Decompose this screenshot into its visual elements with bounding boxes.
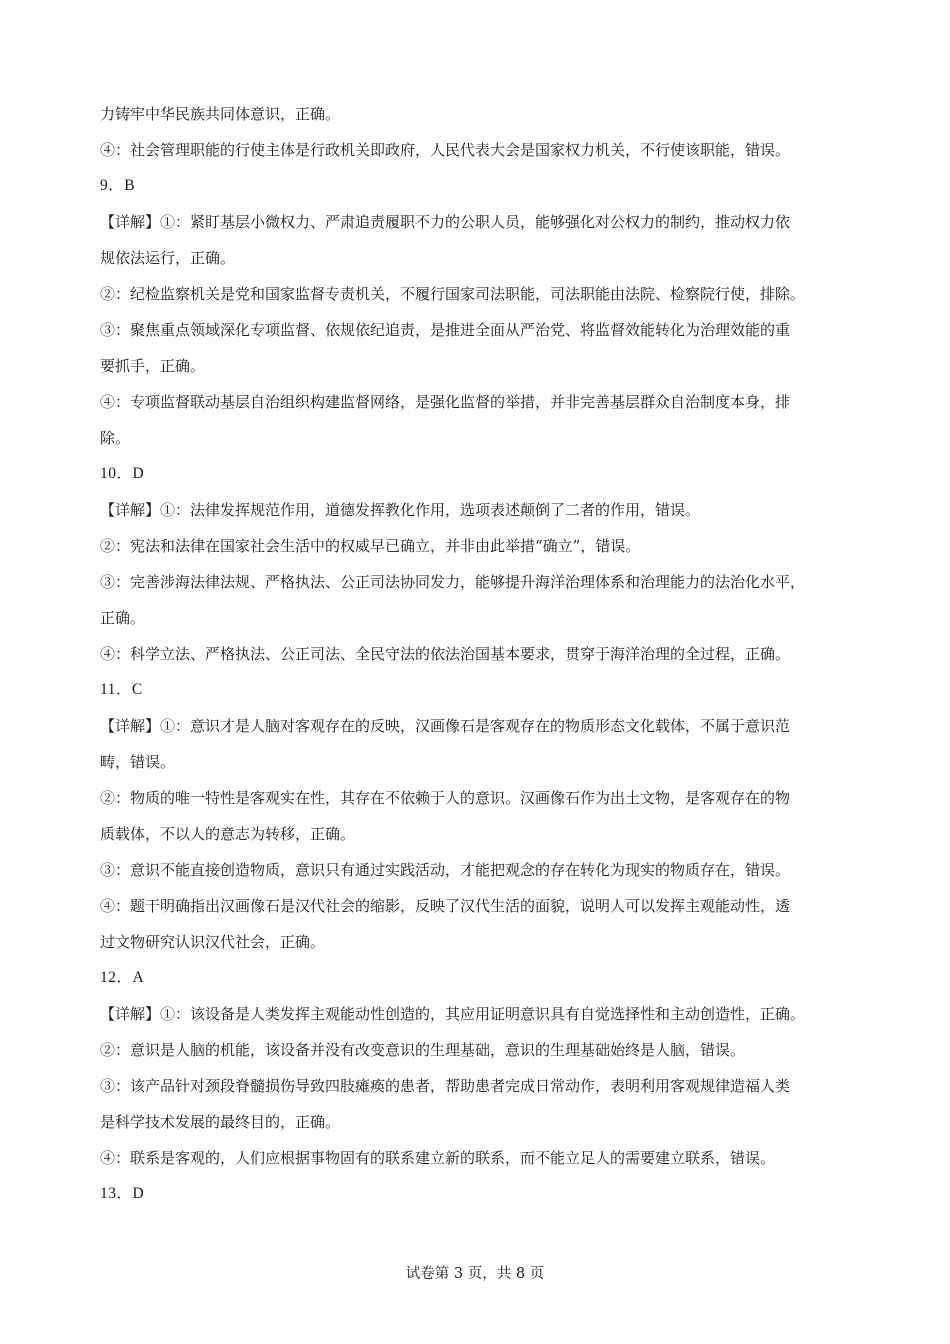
- answer-text-line: 过文物研究认识汉代社会，正确。: [100, 933, 326, 951]
- answer-text-line: ②：纪检监察机关是党和国家监督专责机关，不履行国家司法职能，司法职能由法院、检察院行使，排除。: [100, 285, 806, 303]
- answer-text-line: ②：物质的唯一特性是客观实在性，其存在不依赖于人的意识。汉画像石作为出土文物，是客观存在的物: [100, 789, 791, 807]
- answer-text-line: ④：题干明确指出汉画像石是汉代社会的缩影，反映了汉代生活的面貌，说明人可以发挥主观能动性，透: [100, 897, 791, 915]
- answer-text-line: 质载体，不以人的意志为转移，正确。: [100, 825, 356, 843]
- answer-text-line: 畴，错误。: [100, 753, 176, 771]
- page-footer: 试卷第 3 页，共 8 页: [405, 1266, 545, 1282]
- answer-text-line: ②：意识是人脑的机能，该设备并没有改变意识的生理基础，意识的生理基础始终是人脑，错误。: [100, 1041, 746, 1059]
- answer-text-line: 要抓手，正确。: [100, 357, 206, 375]
- answer-text-line: 是科学技术发展的最终目的，正确。: [100, 1113, 341, 1131]
- answer-text-line: ④：科学立法、严格执法、公正司法、全民守法的依法治国基本要求，贯穿于海洋治理的全过程，正确。: [100, 645, 791, 663]
- answer-text-line: ③：完善涉海法律法规、严格执法、公正司法协同发力，能够提升海洋治理体系和治理能力的法治化水平，: [100, 573, 806, 591]
- question-number: 12．A: [100, 969, 145, 986]
- answer-text-line: ③：该产品针对颈段脊髓损伤导致四肢瘫痪的患者，帮助患者完成日常动作，表明利用客观规律造福人类: [100, 1077, 791, 1095]
- answer-text-line: 【详解】①：法律发挥规范作用，道德发挥教化作用，选项表述颠倒了二者的作用，错误。: [100, 501, 701, 519]
- question-number: 13．D: [100, 1185, 145, 1202]
- answer-text-line: ③：聚焦重点领域深化专项监督、依规依纪追责，是推进全面从严治党、将监督效能转化为治理效能的重: [100, 321, 791, 339]
- question-number: 11．C: [100, 681, 143, 698]
- answer-text-line: 规依法运行，正确。: [100, 249, 236, 267]
- answer-text-line: 力铸牢中华民族共同体意识，正确。: [100, 105, 341, 123]
- answer-text-line: ③：意识不能直接创造物质，意识只有通过实践活动，才能把观念的存在转化为现实的物质存在，错误。: [100, 861, 791, 879]
- answer-text-line: ④：社会管理职能的行使主体是行政机关即政府，人民代表大会是国家权力机关，不行使该职能，错误。: [100, 141, 791, 159]
- answer-text-line: 正确。: [100, 609, 146, 627]
- answer-text-line: ②：宪法和法律在国家社会生活中的权威早已确立，并非由此举措“确立”，错误。: [100, 537, 641, 555]
- answer-text-line: 除。: [100, 429, 131, 447]
- answer-text-line: 【详解】①：紧盯基层小微权力、严肃追责履职不力的公职人员，能够强化对公权力的制约，推动权力依: [100, 213, 791, 231]
- answer-text-line: 【详解】①：该设备是人类发挥主观能动性创造的，其应用证明意识具有自觉选择性和主动创造性，正确。: [100, 1005, 806, 1023]
- question-number: 9．B: [100, 177, 136, 194]
- answer-content: [100, 96, 852, 1212]
- question-number: 10．D: [100, 465, 145, 482]
- answer-text-line: ④：专项监督联动基层自治组织构建监督网络，是强化监督的举措，并非完善基层群众自治制度本身，排: [100, 393, 791, 411]
- answer-text-line: ④：联系是客观的，人们应根据事物固有的联系建立新的联系，而不能立足人的需要建立联系，错误。: [100, 1149, 776, 1167]
- answer-text-line: 【详解】①：意识才是人脑对客观存在的反映，汉画像石是客观存在的物质形态文化载体，不属于意识范: [100, 717, 791, 735]
